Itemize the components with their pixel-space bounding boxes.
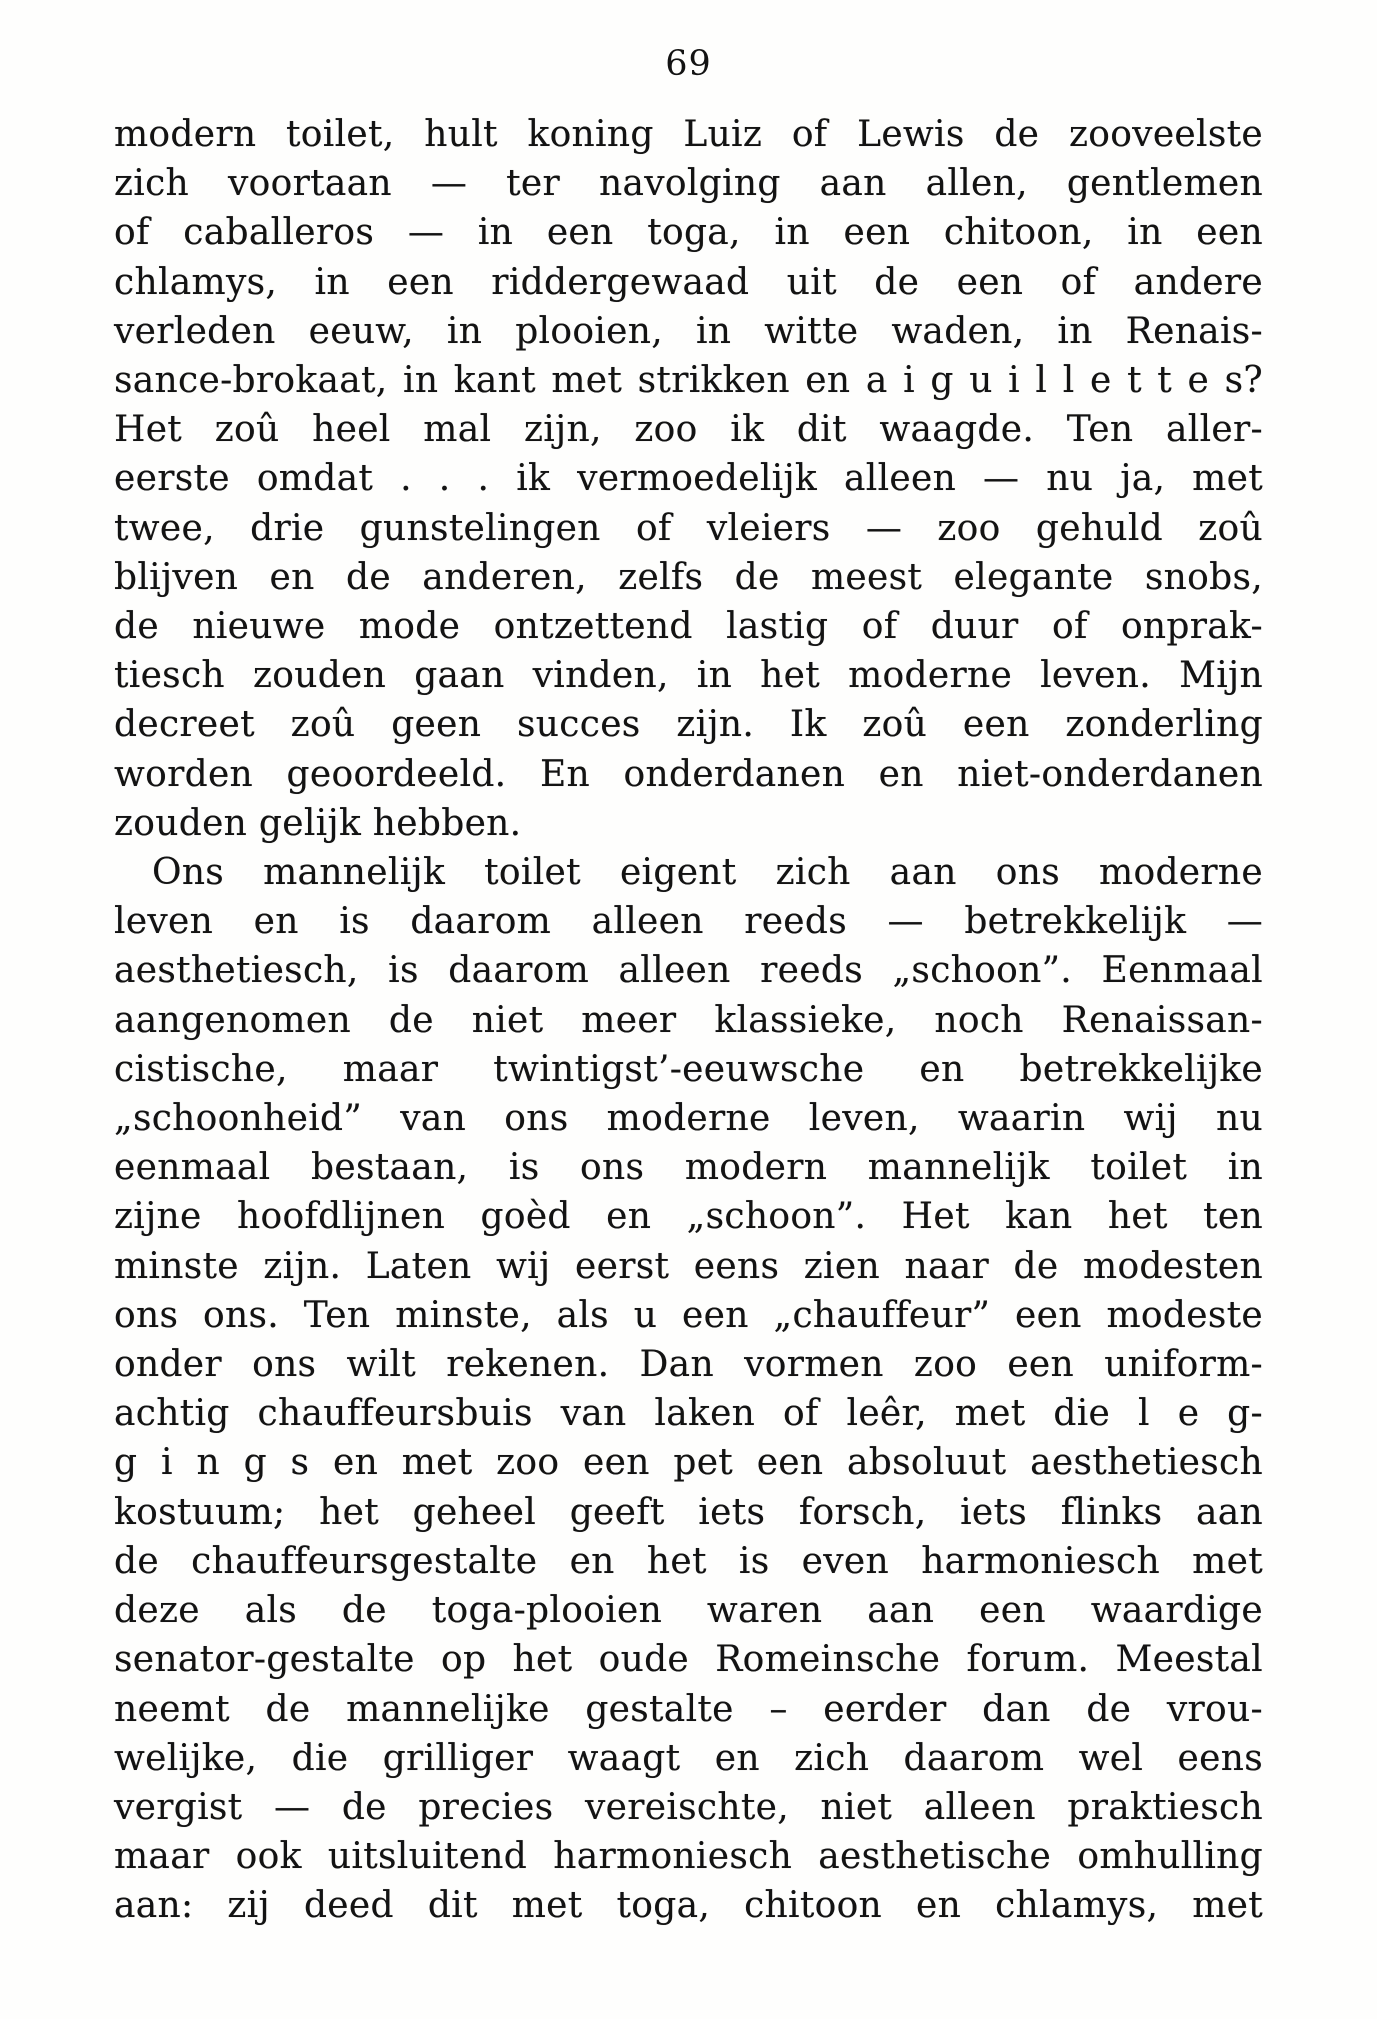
text-line: leven en is daarom alleen reeds — betrekkelijk — (114, 901, 1263, 943)
page-number: 69 (665, 44, 712, 84)
text-line: neemt de mannelijke gestalte – eerder dan de vrou- (114, 1688, 1263, 1730)
text-line: eerste omdat . . . ik vermoedelijk alleen — nu ja, met (114, 458, 1263, 500)
text-line: welijke, die grilliger waagt en zich daarom wel eens (114, 1737, 1263, 1779)
text-line: blijven en de anderen, zelfs de meest elegante snobs, (114, 556, 1263, 598)
text-line: Het zoû heel mal zijn, zoo ik dit waagde. Ten aller- (114, 409, 1263, 451)
text-line: verleden eeuw, in plooien, in witte waden, in Renais- (114, 310, 1263, 352)
text-line: deze als de toga-plooien waren aan een waardige (114, 1590, 1263, 1632)
body-text (114, 110, 1263, 1931)
text-line: of caballeros — in een toga, in een chitoon, in een (114, 212, 1263, 254)
paragraph (114, 110, 1263, 848)
text-line: de chauffeursgestalte en het is even harmoniesch met (114, 1540, 1263, 1582)
text-line: cistische, maar twintigst’-eeuwsche en betrekkelijke (114, 1048, 1263, 1090)
text-line: tiesch zouden gaan vinden, in het moderne leven. Mijn (114, 655, 1263, 697)
text-line: „schoonheid” van ons moderne leven, waarin wij nu (114, 1098, 1263, 1140)
text-line: zijne hoofdlijnen goèd en „schoon”. Het kan het ten (114, 1196, 1263, 1238)
text-line: de nieuwe mode ontzettend lastig of duur of onprak- (114, 606, 1263, 648)
text-line: minste zijn. Laten wij eerst eens zien naar de modesten (114, 1245, 1263, 1287)
text-line: ons ons. Ten minste, als u een „chauffeur” een modeste (114, 1294, 1263, 1336)
text-line: aan: zij deed dit met toga, chitoon en chlamys, met (114, 1885, 1263, 1927)
text-line: kostuum; het geheel geeft iets forsch, iets flinks aan (114, 1491, 1263, 1533)
text-line: achtig chauffeursbuis van laken of leêr, met die l e g- (114, 1393, 1263, 1435)
text-line: Ons mannelijk toilet eigent zich aan ons moderne (152, 852, 1263, 894)
text-line: sance-brokaat, in kant met strikken en a i g u i l l e t t e s? (114, 360, 1263, 402)
paragraph (114, 848, 1263, 1930)
text-line: zich voortaan — ter navolging aan allen, gentlemen (114, 163, 1263, 205)
text-line: g i n g s en met zoo een pet een absoluut aesthetiesch (114, 1442, 1263, 1484)
text-line: eenmaal bestaan, is ons modern mannelijk toilet in (114, 1147, 1263, 1189)
text-line: decreet zoû geen succes zijn. Ik zoû een zonderling (114, 704, 1263, 746)
text-line: aesthetiesch, is daarom alleen reeds „schoon”. Eenmaal (114, 950, 1263, 992)
text-line: modern toilet, hult koning Luiz of Lewis de zooveelste (114, 114, 1263, 155)
text-line: onder ons wilt rekenen. Dan vormen zoo een uniform- (114, 1344, 1263, 1386)
text-line: aangenomen de niet meer klassieke, noch Renaissan- (114, 999, 1263, 1041)
text-line: worden geoordeeld. En onderdanen en niet-onderdanen (114, 753, 1263, 795)
text-line: chlamys, in een riddergewaad uit de een of andere (114, 261, 1263, 303)
text-line: senator-gestalte op het oude Romeinsche forum. Meestal (114, 1639, 1263, 1681)
text-line: vergist — de precies vereischte, niet alleen praktiesch (114, 1786, 1263, 1828)
text-line: twee, drie gunstelingen of vleiers — zoo gehuld zoû (114, 507, 1263, 549)
text-line: maar ook uitsluitend harmoniesch aesthetische omhulling (114, 1836, 1263, 1878)
text-line: zouden gelijk hebben. (114, 802, 522, 844)
